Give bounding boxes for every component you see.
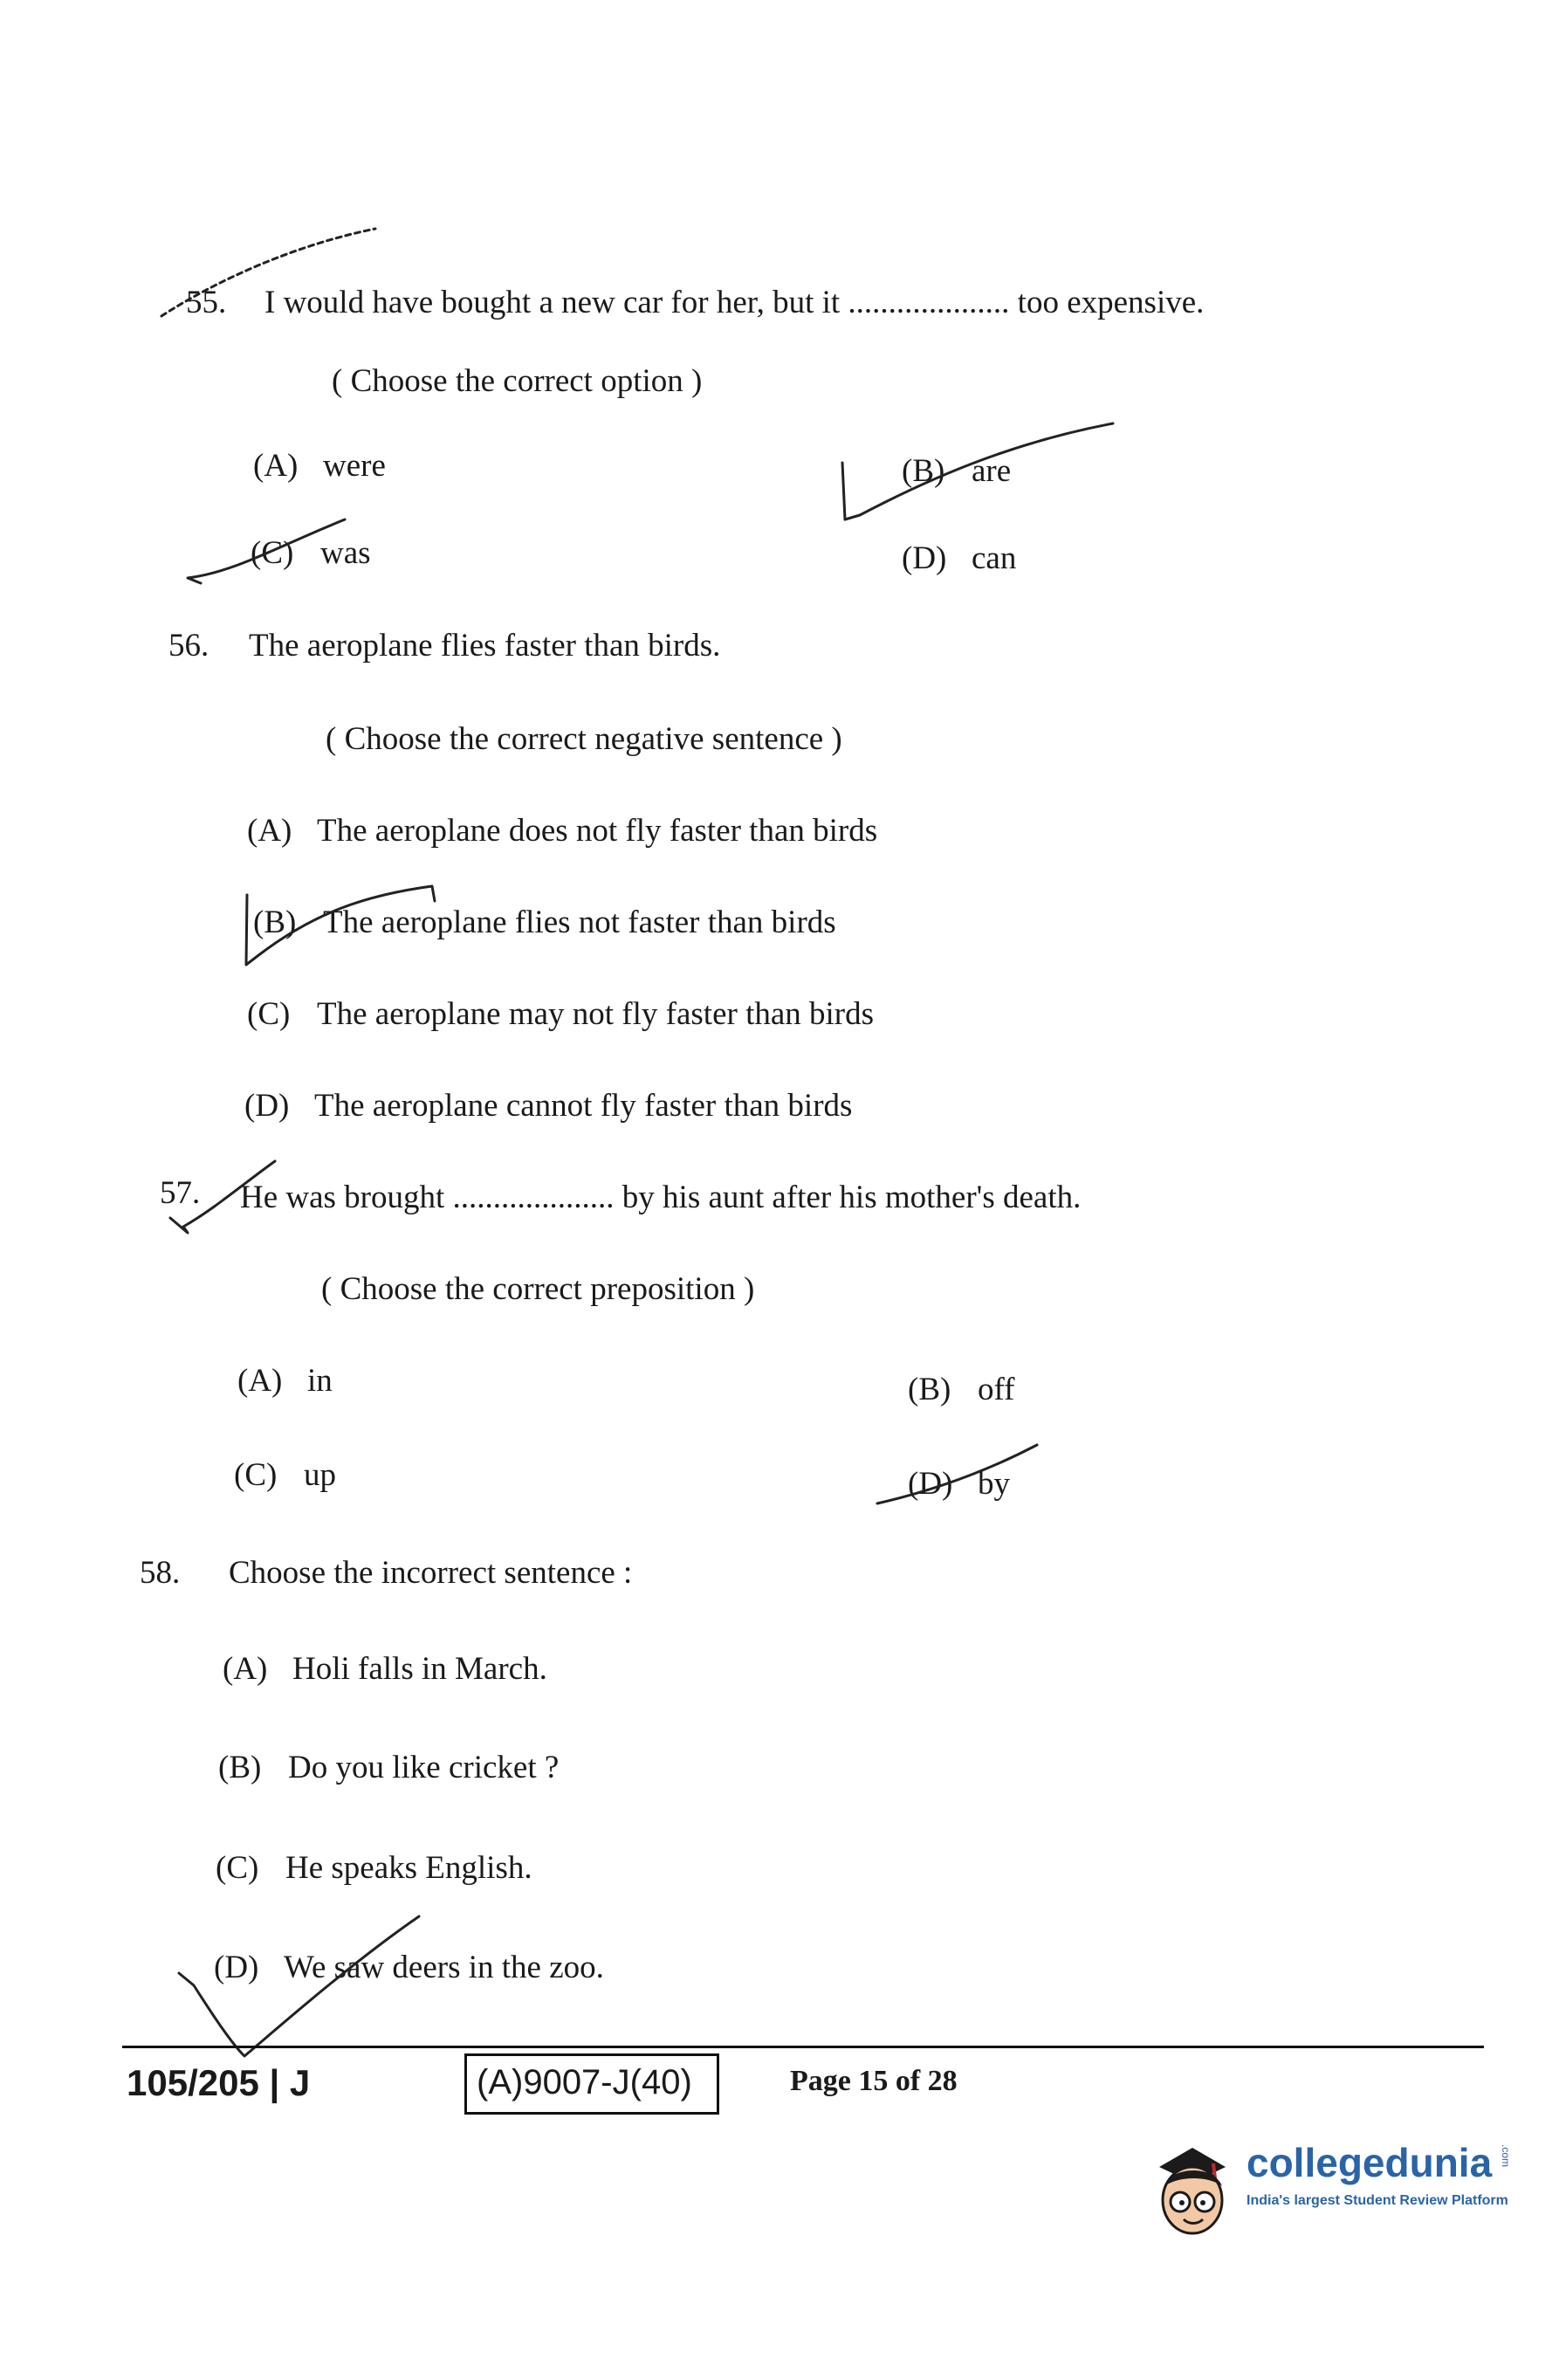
option-label: (A) xyxy=(223,1651,268,1687)
option-text: The aeroplane does not fly faster than birds xyxy=(317,813,878,849)
option-label: (D) xyxy=(902,540,947,576)
option-text: The aeroplane cannot fly faster than birds xyxy=(314,1088,853,1124)
option-label: (B) xyxy=(253,905,297,940)
q55-tick-mark xyxy=(161,229,375,316)
option-label: (C) xyxy=(247,996,291,1032)
page-number: Page 15 of 28 xyxy=(790,2065,958,2097)
option-text: by xyxy=(978,1466,1010,1502)
question-55-text: I would have bought a new car for her, but it .................... too expensive. xyxy=(264,285,1205,320)
option-text: were xyxy=(323,448,386,484)
q56-b-tick-mark xyxy=(246,886,435,965)
q55-b-tick-mark xyxy=(842,423,1113,519)
question-57-text: He was brought .................... by his aunt after his mother's death. xyxy=(240,1180,1082,1215)
option-text: off xyxy=(978,1372,1015,1407)
brand-name: collegedunia xyxy=(1247,2140,1493,2185)
option-text: He speaks English. xyxy=(285,1850,532,1886)
option-text: up xyxy=(304,1457,336,1493)
question-55-number: 55. xyxy=(186,285,227,320)
question-56-instruction: ( Choose the correct negative sentence ) xyxy=(326,721,842,757)
question-56-number: 56. xyxy=(168,628,209,664)
option-label: (D) xyxy=(908,1466,953,1502)
option-text: Do you like cricket ? xyxy=(288,1750,560,1785)
question-58-number: 58. xyxy=(140,1555,181,1591)
option-label: (A) xyxy=(237,1363,283,1399)
option-label: (B) xyxy=(218,1750,262,1785)
option-text: in xyxy=(307,1363,333,1399)
option-label: (A) xyxy=(247,813,292,849)
booklet-code: (A)9007-J(40) xyxy=(477,2063,692,2101)
option-text: can xyxy=(972,540,1017,576)
question-58-text: Choose the incorrect sentence : xyxy=(229,1555,633,1591)
brand-tagline: India's largest Student Review Platform xyxy=(1247,2193,1508,2208)
option-label: (C) xyxy=(251,535,294,571)
question-55-instruction: ( Choose the correct option ) xyxy=(332,363,703,399)
q57-tick-mark xyxy=(170,1161,275,1233)
option-label: (C) xyxy=(234,1457,278,1493)
option-label: (B) xyxy=(908,1372,951,1407)
question-56-text: The aeroplane flies faster than birds. xyxy=(249,628,721,664)
option-text: The aeroplane may not fly faster than birds xyxy=(317,996,875,1032)
brand-suffix: .com xyxy=(1500,2144,1512,2168)
option-label: (D) xyxy=(244,1088,290,1124)
option-label: (D) xyxy=(214,1950,259,1985)
mascot-icon xyxy=(1143,2132,1241,2254)
q58-d-tick-mark xyxy=(179,1916,419,2056)
option-text: are xyxy=(972,453,1012,489)
option-text: Holi falls in March. xyxy=(292,1651,547,1687)
q57-d-tick-mark xyxy=(877,1445,1037,1503)
option-label: (C) xyxy=(216,1850,259,1886)
option-text: We saw deers in the zoo. xyxy=(284,1950,604,1985)
footer-rule xyxy=(122,2046,1484,2048)
brand-logo xyxy=(1143,2132,1528,2254)
question-57-instruction: ( Choose the correct preposition ) xyxy=(321,1271,755,1307)
option-label: (A) xyxy=(253,448,299,484)
option-text: was xyxy=(320,535,371,571)
question-57-number: 57. xyxy=(160,1175,201,1211)
paper-code: 105/205 | J xyxy=(127,2062,311,2103)
q55-c-tick-mark xyxy=(188,519,345,583)
option-label: (B) xyxy=(902,453,945,489)
option-text: The aeroplane flies not faster than birds xyxy=(323,905,836,940)
